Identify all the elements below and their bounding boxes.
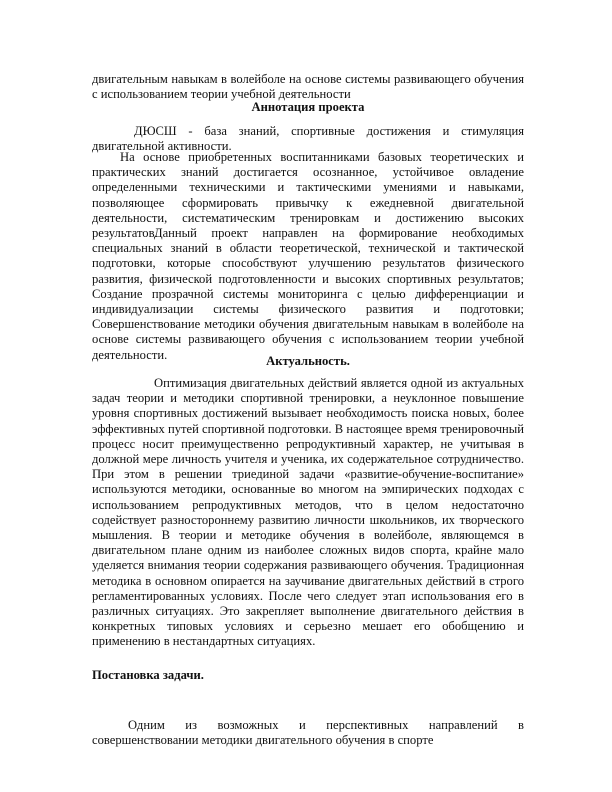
task-paragraph-1: Одним из возможных и перспективных направлений в совершенствовании методики двигательного обучения в спорте bbox=[92, 718, 524, 748]
task-heading: Постановка задачи. bbox=[92, 668, 204, 682]
annotation-p3-block bbox=[92, 226, 524, 363]
intro-paragraph: двигательным навыкам в волейболе на основе системы развивающего обучения с использованием теории учебной деятельности bbox=[92, 72, 524, 102]
task-heading-block bbox=[92, 668, 524, 683]
task-p1-block bbox=[92, 718, 524, 748]
annotation-heading: Аннотация проекта bbox=[251, 100, 365, 114]
intro-block bbox=[92, 72, 524, 102]
annotation-heading-block bbox=[92, 100, 524, 115]
annotation-paragraph-2: На основе приобретенных воспитанниками базовых теоретических и практических знаний достигается осознанное, устойчивое овладение определенными техническими и тактическими умениями и навыками, позволяющее сформировать привычку к ежедневной двигательной деятельности, систематическим тренировкам и достижению высоких результатов. bbox=[92, 150, 524, 241]
annotation-paragraph-1: ДЮСШ - база знаний, спортивные достижения и стимуляция двигательной активности. bbox=[92, 124, 524, 154]
relevance-heading-block bbox=[92, 354, 524, 369]
relevance-heading: Актуальность. bbox=[266, 354, 350, 368]
relevance-paragraph-1: Оптимизация двигательных действий является одной из актуальных задач теории и методики спортивной тренировки, а неуклонное повышение уровня спортивных достижений вызывает необходимость поиска новых, более эффективных путей спортивной подготовки. В настоящее время тренировочный процесс носит преимущественно репродуктивный характер, не учитывая в должной мере личность учителя и ученика, их содержательное сотрудничество. При этом в решении триединой задачи «развитие-обучение-воспитание» используются методики, основанные во многом на эмпирических подходах с использованием репродуктивных методов, что в целом недостаточно содействует разностороннему развитию личности школьников, их творческого мышления. В теории и методике обучения в волейболе, являющемся в двигательном плане одним из наиболее сложных видов спорта, крайне мало уделяется внимания теории содержания развивающего обучения. Традиционная методика в основном опирается на заучивание двигательных действий в строго регламентированных условиях. После чего следует этап использования его в различных ситуациях. Это закрепляет выполнение двигательного действия в конкретных типовых условиях и серьезно мешает его обобщению и применению в нестандартных ситуациях. bbox=[92, 376, 524, 649]
relevance-p1-block bbox=[92, 376, 524, 650]
annotation-paragraph-3: Данный проект направлен на формирование необходимых специальных знаний в области теоретической, технической и тактической подготовки, которые способствуют улучшению результатов физического развития, физической подготовленности и высоких спортивных результатов; Создание прозрачной системы мониторинга с целью дифференциации и индивидуализации системы физического развития и подготовки; Совершенствование методики обучения двигательным навыкам в волейболе на основе системы развивающего обучения с использованием теории учебной деятельности. bbox=[92, 226, 524, 362]
